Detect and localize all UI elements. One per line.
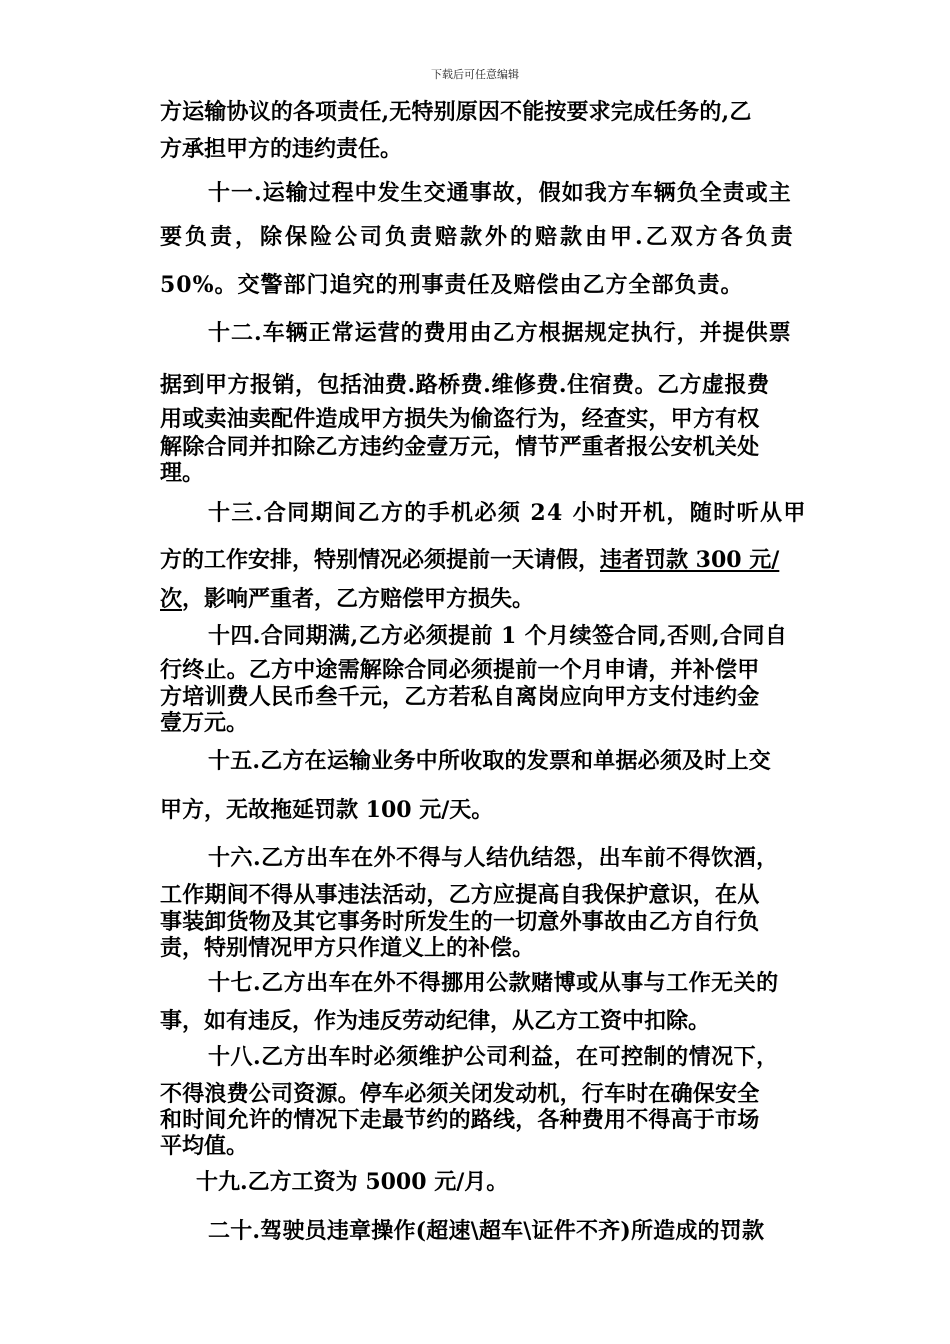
clause-11-line: 十一.运输过程中发生交通事故，假如我方车辆负全责或主 bbox=[208, 180, 792, 206]
text-line: 责，特别情况甲方只作道义上的补偿。 bbox=[160, 935, 535, 961]
text-line: 据到甲方报销，包括油费.路桥费.维修费.住宿费。乙方虚报费 bbox=[160, 372, 770, 398]
text-line: 事装卸货物及其它事务时所发生的一切意外事故由乙方自行负 bbox=[160, 909, 760, 935]
text-line: 不得浪费公司资源。停车必须关闭发动机，行车时在确保安全 bbox=[160, 1081, 760, 1107]
clause-20-line: 二十.驾驶员违章操作(超速\超车\证件不齐)所造成的罚款 bbox=[208, 1218, 765, 1244]
clause-12-line: 十二.车辆正常运营的费用由乙方根据规定执行，并提供票 bbox=[208, 320, 792, 346]
text-line: 甲方，无故拖延罚款 100 元/天。 bbox=[160, 797, 494, 823]
text-line: 平均值。 bbox=[160, 1133, 249, 1159]
text-line: 50%。交警部门追究的刑事责任及赔偿由乙方全部负责。 bbox=[160, 272, 744, 298]
text-line bbox=[160, 547, 779, 573]
text-line: 解除合同并扣除乙方违约金壹万元，情节严重者报公安机关处 bbox=[160, 434, 760, 460]
page-header: 下载后可任意编辑 bbox=[431, 68, 519, 81]
clause-15-line: 十五.乙方在运输业务中所收取的发票和单据必须及时上交 bbox=[208, 748, 771, 774]
text-line: 要负责，除保险公司负责赔款外的赔款由甲.乙双方各负责 bbox=[160, 224, 796, 250]
underlined-penalty: 次 bbox=[160, 586, 183, 612]
text-line: 方运输协议的各项责任,无特别原因不能按要求完成任务的,乙 bbox=[160, 99, 752, 125]
clause-17-line: 十七.乙方出车在外不得挪用公款赌博或从事与工作无关的 bbox=[208, 970, 779, 996]
text-line: 和时间允许的情况下走最节约的路线，各种费用不得高于市场 bbox=[160, 1107, 760, 1133]
text-line: 工作期间不得从事违法活动，乙方应提高自我保护意识，在从 bbox=[160, 882, 760, 908]
text-segment: ，影响严重者，乙方赔偿甲方损失。 bbox=[182, 586, 535, 612]
clause-14-line: 十四.合同期满,乙方必须提前 1 个月续签合同,否则,合同自 bbox=[208, 623, 788, 649]
text-line: 用或卖油卖配件造成甲方损失为偷盗行为，经查实，甲方有权 bbox=[160, 406, 760, 432]
text-line: 方培训费人民币叁千元，乙方若私自离岗应向甲方支付违约金 bbox=[160, 684, 760, 710]
clause-18-line: 十八.乙方出车时必须维护公司利益，在可控制的情况下， bbox=[208, 1044, 779, 1070]
underlined-penalty: 违者罚款 300 元/ bbox=[600, 547, 780, 573]
text-line: 理。 bbox=[160, 460, 205, 486]
text-line: 事，如有违反，作为违反劳动纪律，从乙方工资中扣除。 bbox=[160, 1008, 711, 1034]
text-line bbox=[160, 586, 534, 612]
clause-16-line: 十六.乙方出车在外不得与人结仇结怨，出车前不得饮酒， bbox=[208, 845, 779, 871]
text-line: 行终止。乙方中途需解除合同必须提前一个月申请，并补偿甲 bbox=[160, 657, 760, 683]
text-line: 方承担甲方的违约责任。 bbox=[160, 136, 403, 162]
text-segment: 方的工作安排，特别情况必须提前一天请假， bbox=[160, 547, 601, 573]
clause-19-line: 十九.乙方工资为 5000 元/月。 bbox=[196, 1169, 509, 1195]
text-line: 壹万元。 bbox=[160, 710, 249, 736]
clause-13-line: 十三.合同期间乙方的手机必须 24 小时开机，随时听从甲 bbox=[208, 500, 807, 526]
